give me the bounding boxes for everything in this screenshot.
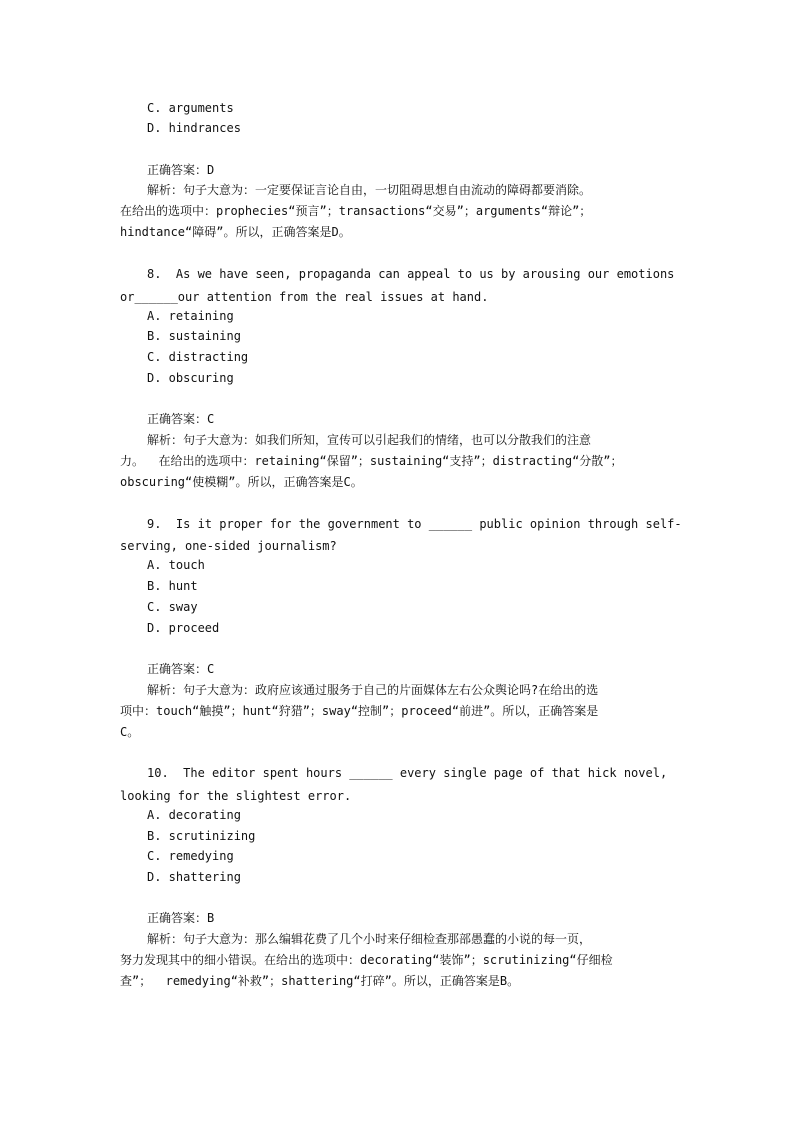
- explanation-line: 力。 在给出的选项中：retaining“保留”；sustaining“支持”；distracting“分散”；: [120, 454, 623, 468]
- explanation-line: C。: [120, 725, 140, 739]
- explanation-line: 在给出的选项中：prophecies“预言”；transactions“交易”；arguments“辩论”；: [120, 204, 592, 218]
- option-a: A. retaining: [147, 309, 234, 323]
- option-b: B. hunt: [147, 579, 198, 593]
- answer-line: 正确答案：C: [147, 662, 215, 676]
- question-stem: 8. As we have seen, propaganda can appeal to us by arousing our emotions: [147, 267, 675, 281]
- option-b: B. sustaining: [147, 329, 241, 343]
- answer-line: 正确答案：B: [147, 911, 215, 925]
- option-d: D. obscuring: [147, 371, 234, 385]
- option-a: A. touch: [147, 558, 205, 572]
- option-d: D. shattering: [147, 870, 241, 884]
- option-c: C. sway: [147, 600, 198, 614]
- explanation-line: obscuring“使模糊”。所以，正确答案是C。: [120, 475, 363, 489]
- explanation-line: 努力发现其中的细小错误。在给出的选项中：decorating“装饰”；scrutinizing“仔细检: [120, 953, 613, 967]
- question-stem: serving, one-sided journalism?: [120, 539, 337, 553]
- explanation-line: 查”； remedying“补救”；shattering“打碎”。所以，正确答案是B。: [120, 974, 520, 988]
- option-c: C. remedying: [147, 849, 234, 863]
- option-a: A. decorating: [147, 808, 241, 822]
- explanation-line: 解析：句子大意为：一定要保证言论自由，一切阻碍思想自由流动的障碍都要消除。: [147, 183, 592, 197]
- explanation-line: 解析：句子大意为：那么编辑花费了几个小时来仔细检查那部愚蠢的小说的每一页，: [147, 932, 592, 946]
- explanation-line: hindtance“障碍”。所以，正确答案是D。: [120, 225, 351, 239]
- option-b: B. scrutinizing: [147, 829, 256, 843]
- explanation-line: 解析：句子大意为：如我们所知，宣传可以引起我们的情绪，也可以分散我们的注意: [147, 433, 592, 447]
- option-d: D. proceed: [147, 621, 220, 635]
- question-stem: 9. Is it proper for the government to ______ public opinion through self-: [147, 517, 682, 531]
- question-stem: looking for the slightest error.: [120, 789, 352, 803]
- explanation-line: 解析：句子大意为：政府应该通过服务于自己的片面媒体左右公众舆论吗?在给出的选: [147, 683, 599, 697]
- question-stem: 10. The editor spent hours ______ every single page of that hick novel,: [147, 766, 668, 780]
- answer-line: 正确答案：C: [147, 412, 215, 426]
- option-c: C. arguments: [147, 101, 234, 115]
- option-d: D. hindrances: [147, 121, 241, 135]
- explanation-line: 项中：touch“触摸”；hunt“狩猎”；sway“控制”；proceed“前进”。所以，正确答案是: [120, 704, 599, 718]
- question-stem: or______our attention from the real issues at hand.: [120, 290, 489, 304]
- option-c: C. distracting: [147, 350, 249, 364]
- answer-line: 正确答案：D: [147, 163, 215, 177]
